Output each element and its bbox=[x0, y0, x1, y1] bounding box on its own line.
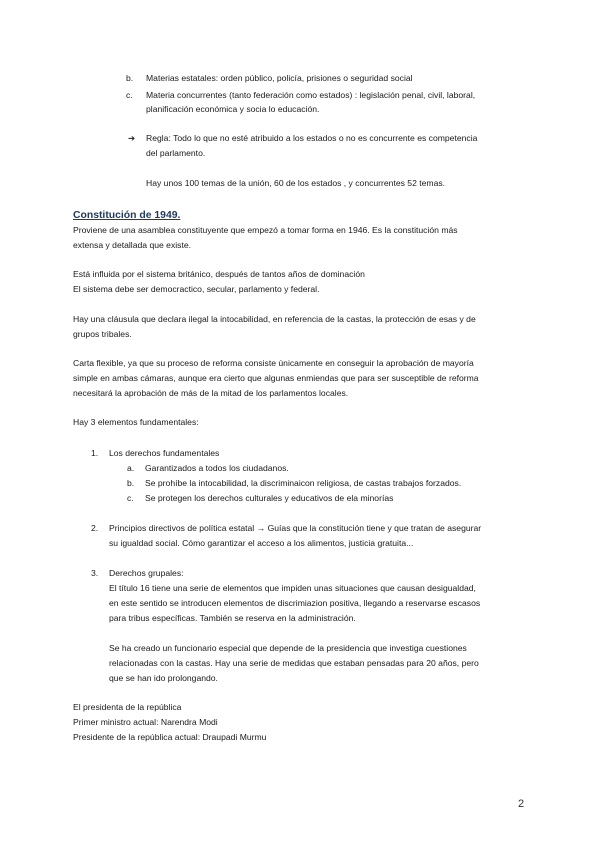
paragraph-1-line1: Proviene de una asamblea constituyente que empezó a tomar forma en 1946. Es la constitución más bbox=[73, 225, 458, 235]
paragraph-5: Hay 3 elementos fundamentales: bbox=[73, 417, 199, 427]
closing-line3: Presidente de la república actual: Draupadi Murmu bbox=[73, 732, 267, 742]
item-1-sub-c-text: Se protegen los derechos culturales y educativos de ela minorías bbox=[145, 493, 394, 503]
item-3-marker: 3. bbox=[91, 568, 99, 578]
list-item-c-line2: planificación económica y socia lo educación. bbox=[146, 104, 320, 114]
paragraph-4-line1: Carta flexible, ya que su proceso de reforma consiste únicamente en conseguir la aprobación de mayoría bbox=[73, 358, 474, 368]
item-2-marker: 2. bbox=[91, 523, 99, 533]
arrow-bullet-icon: ➔ bbox=[128, 133, 136, 143]
list-item-b-text: Materias estatales: orden público, policía, prisiones o seguridad social bbox=[146, 73, 413, 83]
item-1-sub-c-marker: c. bbox=[127, 493, 134, 503]
paragraph-4-line3: necesitará la aprobación de más de la mitad de los parlamentos locales. bbox=[73, 388, 349, 398]
closing-line1: El presidenta de la república bbox=[73, 702, 182, 712]
page-number: 2 bbox=[518, 798, 525, 810]
item-1-sub-a-marker: a. bbox=[127, 463, 135, 473]
paragraph-2-line1: Está influida por el sistema británico, después de tantos años de dominación bbox=[73, 269, 365, 279]
item-3-p2-line2: relacionadas con la castas. Hay una serie de medidas que estaban pensadas para 20 años, pero bbox=[109, 658, 479, 668]
paragraph-3-line2: grupos tribales. bbox=[73, 329, 132, 339]
list-item-c-line1: Materia concurrentes (tanto federación como estados) : legislación penal, civil, laboral, bbox=[146, 90, 476, 100]
rule-line1: Regla: Todo lo que no esté atribuido a los estados o no es concurrente es competencia bbox=[146, 133, 478, 143]
list-marker-c: c. bbox=[126, 90, 133, 100]
item-3-p1-line1: El título 16 tiene una serie de elementos que impiden unas situaciones que causan desigualdad, bbox=[109, 583, 476, 593]
paragraph-1-line2: extensa y detallada que existe. bbox=[73, 240, 192, 250]
item-1-title: Los derechos fundamentales bbox=[109, 448, 220, 458]
item-1-marker: 1. bbox=[91, 448, 99, 458]
item-3-title: Derechos grupales: bbox=[109, 568, 184, 578]
list-marker-b: b. bbox=[126, 73, 134, 83]
item-3-p1-line3: para tribus específicas. También se reserva en la administración. bbox=[109, 613, 356, 623]
rule-themes: Hay unos 100 temas de la unión, 60 de los estados , y concurrentes 52 temas. bbox=[146, 178, 446, 188]
item-3-p1-line2: en este sentido se introducen elementos de discrimiazion positiva, llegando a reservarse escasos bbox=[109, 598, 481, 608]
paragraph-3-line1: Hay una cláusula que declara ilegal la intocabilidad, en referencia de la castas, la protección de esas y de bbox=[73, 314, 476, 324]
paragraph-2-line2: El sistema debe ser democractico, secular, parlamento y federal. bbox=[73, 284, 320, 294]
item-2-line2: su igualdad social. Cómo garantizar el acceso a los alimentos, justicia gratuita... bbox=[109, 538, 414, 548]
item-3-p2-line1: Se ha creado un funcionario especial que depende de la presidencia que investiga cuestiones bbox=[109, 643, 467, 653]
rule-line2: del parlamento. bbox=[146, 148, 206, 158]
paragraph-4-line2: simple en ambas cámaras, aunque era cierto que algunas enmiendas que para ser susceptible de reforma bbox=[73, 373, 479, 383]
item-2-line1: Principios directivos de política estatal → Guías que la constitución tiene y que tratan de asegurar bbox=[109, 523, 482, 533]
section-heading: Constitución de 1949. bbox=[73, 210, 181, 221]
item-1-sub-b-marker: b. bbox=[127, 478, 135, 488]
item-3-p2-line3: que se han ido prolongando. bbox=[109, 673, 218, 683]
closing-line2: Primer ministro actual: Narendra Modi bbox=[73, 717, 218, 727]
item-1-sub-a-text: Garantizados a todos los ciudadanos. bbox=[145, 463, 289, 473]
item-1-sub-b-text: Se prohíbe la intocabilidad, la discriminaicon religiosa, de castas trabajos forzados. bbox=[145, 478, 462, 488]
